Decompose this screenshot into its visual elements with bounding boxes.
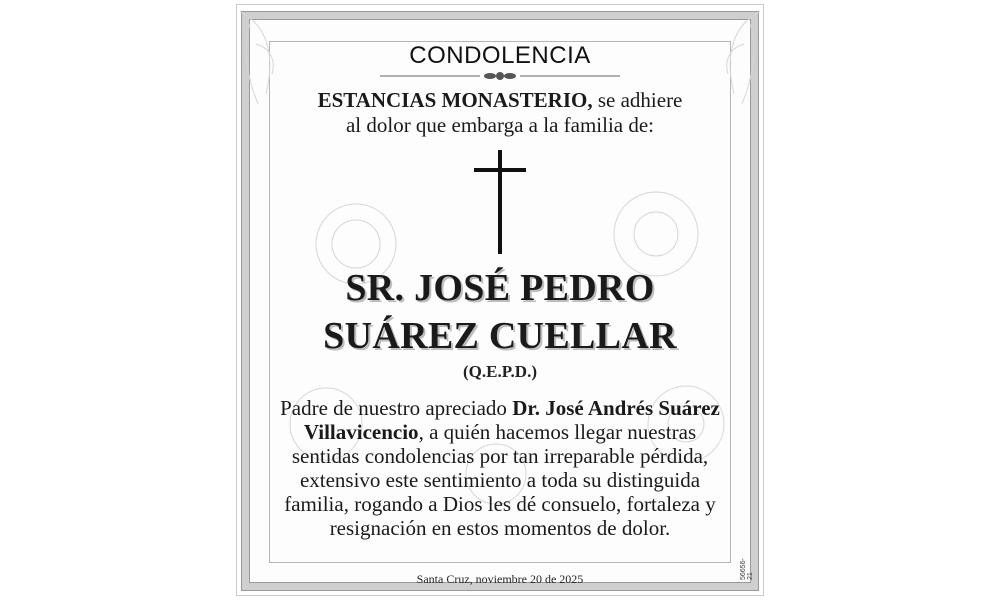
intro-line1: se adhiere [592,88,683,112]
ad-code: 56656-21 [740,558,754,580]
place-date: Santa Cruz, noviembre 20 de 2025 [416,572,584,586]
deceased-name-line2: SUÁREZ CUELLAR [323,315,677,357]
intro-line2: al dolor que embarga a la familia de: [345,113,655,137]
notice-heading: CONDOLENCIA [409,42,591,69]
condolence-notice [236,4,764,596]
rip-abbreviation: (Q.E.P.D.) [463,362,537,381]
condolence-message [280,396,720,540]
son-name-last: Suárez Villavicencio [303,396,720,444]
message-part2: , a quién hacemos llegar nuestras sentidas condolencias por tan irreparable pérdida, extensivo este sentimiento a toda su distinguida familia, rogando a Dios les dé consuelo, fortaleza y resignación en estos momentos de dolor. [284,420,716,540]
divider-ornament-icon [380,70,620,82]
message-part1: Padre de nuestro apreciado [280,396,513,420]
son-name-first: Dr. José Andrés [512,396,654,420]
deceased-name-line1: SR. JOSÉ PEDRO [345,267,655,309]
intro-text [276,88,724,138]
cross-icon [474,150,526,256]
company-name: ESTANCIAS MONASTERIO, [317,88,593,112]
